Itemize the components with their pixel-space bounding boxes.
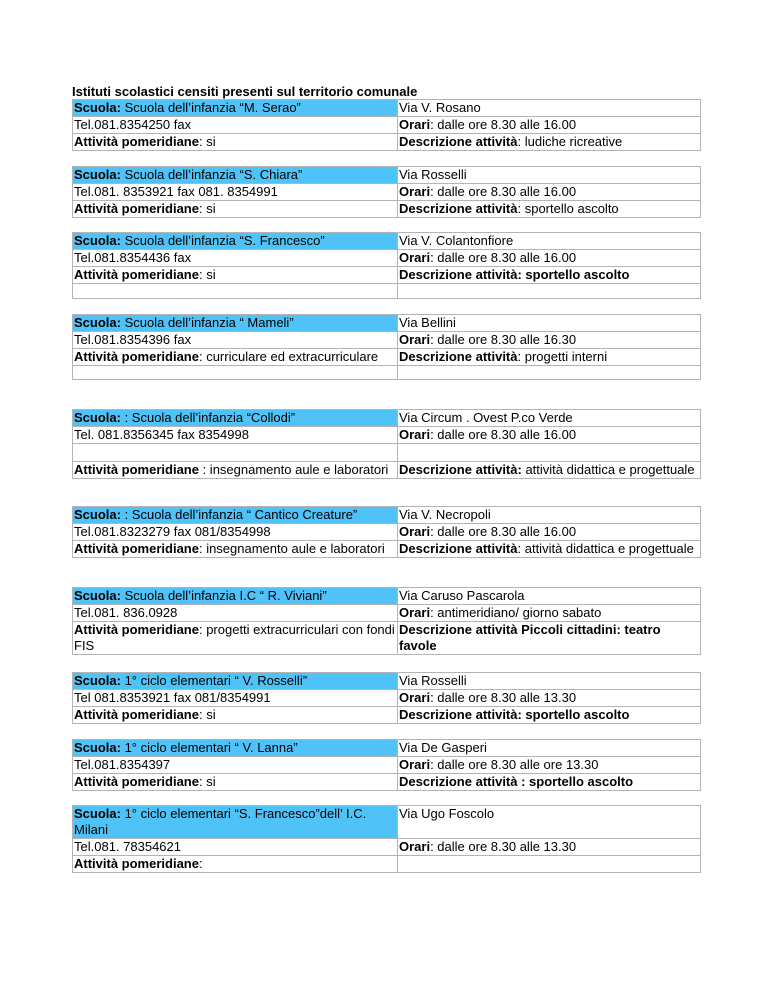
scuola-label: Scuola:	[74, 740, 121, 755]
page-title: Istituti scolastici censiti presenti sul territorio comunale	[72, 84, 418, 99]
orari-label: Orari	[399, 690, 431, 705]
school-table-collodi	[72, 409, 701, 479]
afternoon-activities: : si	[198, 267, 216, 282]
activity-description-cell	[398, 462, 701, 479]
empty-cell	[398, 366, 701, 380]
school-name-cell	[73, 740, 398, 757]
attivita-label: Attività pomeridiane	[74, 267, 199, 282]
school-phone: Tel.081.8354396 fax	[73, 332, 398, 349]
afternoon-activities-cell	[73, 707, 398, 724]
school-hours: : dalle ore 8.30 alle 13.30	[430, 839, 577, 854]
afternoon-activities-cell	[73, 267, 398, 284]
school-table-lanna	[72, 739, 701, 791]
school-name: Scuola dell’infanzia “ Mameli”	[120, 315, 294, 330]
orari-label: Orari	[399, 524, 431, 539]
activity-description: attività didattica e progettuale	[521, 462, 695, 477]
descrizione-label: Descrizione attività: sportello ascolto	[399, 707, 630, 722]
empty-cell	[398, 444, 701, 462]
school-table-cantico	[72, 506, 701, 558]
afternoon-activities-cell	[73, 774, 398, 791]
afternoon-activities-cell	[73, 134, 398, 151]
school-name-cell	[73, 167, 398, 184]
afternoon-activities-cell	[73, 201, 398, 218]
school-table-francesco	[72, 232, 701, 299]
school-phone: Tel.081.8354250 fax	[73, 117, 398, 134]
school-hours-cell	[398, 524, 701, 541]
school-phone: Tel.081. 8353921 fax 081. 8354991	[73, 184, 398, 201]
descrizione-label: Descrizione attività:	[399, 462, 522, 477]
school-table-chiara	[72, 166, 701, 218]
afternoon-activities: : insegnamento aule e laboratori	[198, 541, 385, 556]
orari-label: Orari	[399, 757, 431, 772]
school-hours-cell	[398, 427, 701, 444]
orari-label: Orari	[399, 839, 431, 854]
school-name-cell	[73, 410, 398, 427]
school-name-cell	[73, 100, 398, 117]
descrizione-label: Descrizione attività	[399, 349, 518, 364]
scuola-label: Scuola:	[74, 806, 121, 821]
attivita-label: Attività pomeridiane	[74, 707, 199, 722]
scuola-label: Scuola:	[74, 100, 121, 115]
school-hours: : dalle ore 8.30 alle 13.30	[430, 690, 577, 705]
school-address: Via Rosselli	[398, 673, 701, 690]
school-name-cell	[73, 315, 398, 332]
scuola-label: Scuola:	[74, 167, 121, 182]
school-phone: Tel. 081.8356345 fax 8354998	[73, 427, 398, 444]
school-phone: Tel 081.8353921 fax 081/8354991	[73, 690, 398, 707]
descrizione-label: Descrizione attività	[399, 134, 518, 149]
school-address: Via Rosselli	[398, 167, 701, 184]
afternoon-activities: : si	[198, 201, 216, 216]
school-hours-cell	[398, 839, 701, 856]
school-table-mameli	[72, 314, 701, 380]
school-table-viviani	[72, 587, 701, 655]
activity-description: : attività didattica e progettuale	[517, 541, 694, 556]
orari-label: Orari	[399, 332, 431, 347]
activity-description-cell	[398, 267, 701, 284]
afternoon-activities: : curriculare ed extracurriculare	[198, 349, 379, 364]
orari-label: Orari	[399, 250, 431, 265]
activity-description: : ludiche ricreative	[517, 134, 623, 149]
school-address: Via Caruso Pascarola	[398, 588, 701, 605]
afternoon-activities: : si	[198, 134, 216, 149]
school-address: Via De Gasperi	[398, 740, 701, 757]
afternoon-activities: : progetti extracurriculari con fondi FIS	[74, 622, 395, 653]
afternoon-activities-cell	[73, 349, 398, 366]
orari-label: Orari	[399, 117, 431, 132]
activity-description-cell	[398, 774, 701, 791]
afternoon-activities-cell	[73, 622, 398, 655]
activity-description-cell	[398, 622, 701, 655]
empty-cell	[73, 284, 398, 299]
school-address: Via V. Necropoli	[398, 507, 701, 524]
school-hours: : antimeridiano/ giorno sabato	[430, 605, 602, 620]
descrizione-label: Descrizione attività Piccoli cittadini: teatro favole	[399, 622, 661, 653]
attivita-label: Attività pomeridiane	[74, 349, 199, 364]
activity-description-cell	[398, 349, 701, 366]
afternoon-activities: : si	[198, 774, 216, 789]
school-hours-cell	[398, 332, 701, 349]
school-name: : Scuola dell’infanzia “ Cantico Creature”	[120, 507, 358, 522]
scuola-label: Scuola:	[74, 507, 121, 522]
attivita-label: Attività pomeridiane	[74, 856, 199, 871]
school-hours-cell	[398, 184, 701, 201]
school-address: Via V. Rosano	[398, 100, 701, 117]
school-hours: : dalle ore 8.30 alle 16.00	[430, 427, 577, 442]
school-name-cell	[73, 233, 398, 250]
school-hours: : dalle ore 8.30 alle 16.00	[430, 117, 577, 132]
descrizione-label: Descrizione attività : sportello ascolto	[399, 774, 634, 789]
activity-description: : progetti interni	[517, 349, 608, 364]
school-phone: Tel.081.8354397	[73, 757, 398, 774]
activity-description-cell	[398, 134, 701, 151]
empty-cell	[398, 284, 701, 299]
scuola-label: Scuola:	[74, 233, 121, 248]
school-name: 1° ciclo elementari “ V. Rosselli”	[120, 673, 308, 688]
school-name: Scuola dell’infanzia “S. Francesco”	[120, 233, 325, 248]
afternoon-activities: :	[198, 856, 203, 871]
orari-label: Orari	[399, 184, 431, 199]
school-hours: : dalle ore 8.30 alle ore 13.30	[430, 757, 599, 772]
school-name: 1° ciclo elementari “S. Francesco”dell’ I.C. Milani	[74, 806, 367, 837]
school-hours-cell	[398, 605, 701, 622]
scuola-label: Scuola:	[74, 673, 121, 688]
afternoon-activities-cell	[73, 856, 398, 873]
school-name: 1° ciclo elementari “ V. Lanna”	[120, 740, 298, 755]
school-address: Via Bellini	[398, 315, 701, 332]
attivita-label: Attività pomeridiane	[74, 622, 199, 637]
school-hours: : dalle ore 8.30 alle 16.00	[430, 524, 577, 539]
orari-label: Orari	[399, 427, 431, 442]
school-name-cell	[73, 588, 398, 605]
afternoon-activities: : si	[198, 707, 216, 722]
school-table-serao	[72, 99, 701, 151]
school-hours: : dalle ore 8.30 alle 16.30	[430, 332, 577, 347]
scuola-label: Scuola:	[74, 315, 121, 330]
attivita-label: Attività pomeridiane	[74, 201, 199, 216]
orari-label: Orari	[399, 605, 431, 620]
school-address: Via Circum . Ovest P.co Verde	[398, 410, 701, 427]
school-hours-cell	[398, 117, 701, 134]
school-phone: Tel.081. 836.0928	[73, 605, 398, 622]
attivita-label: Attività pomeridiane	[74, 774, 199, 789]
school-table-milani	[72, 805, 701, 873]
descrizione-label: Descrizione attività	[399, 201, 518, 216]
school-hours-cell	[398, 690, 701, 707]
school-name: Scuola dell’infanzia I.C “ R. Viviani”	[120, 588, 327, 603]
afternoon-activities-cell	[73, 462, 398, 479]
school-name-cell	[73, 673, 398, 690]
activity-description: : sportello ascolto	[517, 201, 619, 216]
school-phone: Tel.081.8323279 fax 081/8354998	[73, 524, 398, 541]
school-name-cell	[73, 507, 398, 524]
activity-description-cell	[398, 707, 701, 724]
school-address: Via V. Colantonfiore	[398, 233, 701, 250]
school-phone: Tel.081. 78354621	[73, 839, 398, 856]
attivita-label: Attività pomeridiane	[74, 134, 199, 149]
activity-description-cell	[398, 856, 701, 873]
afternoon-activities: : insegnamento aule e laboratori	[198, 462, 389, 477]
school-table-rosselli	[72, 672, 701, 724]
activity-description-cell	[398, 541, 701, 558]
attivita-label: Attività pomeridiane	[74, 541, 199, 556]
scuola-label: Scuola:	[74, 410, 121, 425]
afternoon-activities-cell	[73, 541, 398, 558]
school-name: Scuola dell’infanzia “S. Chiara”	[120, 167, 303, 182]
descrizione-label: Descrizione attività	[399, 541, 518, 556]
scuola-label: Scuola:	[74, 588, 121, 603]
descrizione-label: Descrizione attività: sportello ascolto	[399, 267, 630, 282]
school-hours: : dalle ore 8.30 alle 16.00	[430, 184, 577, 199]
empty-cell	[73, 366, 398, 380]
school-name-cell	[73, 806, 398, 839]
school-hours-cell	[398, 757, 701, 774]
school-name: : Scuola dell’infanzia “Collodi”	[120, 410, 296, 425]
school-address: Via Ugo Foscolo	[398, 806, 701, 839]
school-name: Scuola dell’infanzia “M. Serao”	[120, 100, 301, 115]
empty-cell	[73, 444, 398, 462]
school-hours: : dalle ore 8.30 alle 16.00	[430, 250, 577, 265]
school-phone: Tel.081.8354436 fax	[73, 250, 398, 267]
school-hours-cell	[398, 250, 701, 267]
attivita-label: Attività pomeridiane	[74, 462, 199, 477]
activity-description-cell	[398, 201, 701, 218]
